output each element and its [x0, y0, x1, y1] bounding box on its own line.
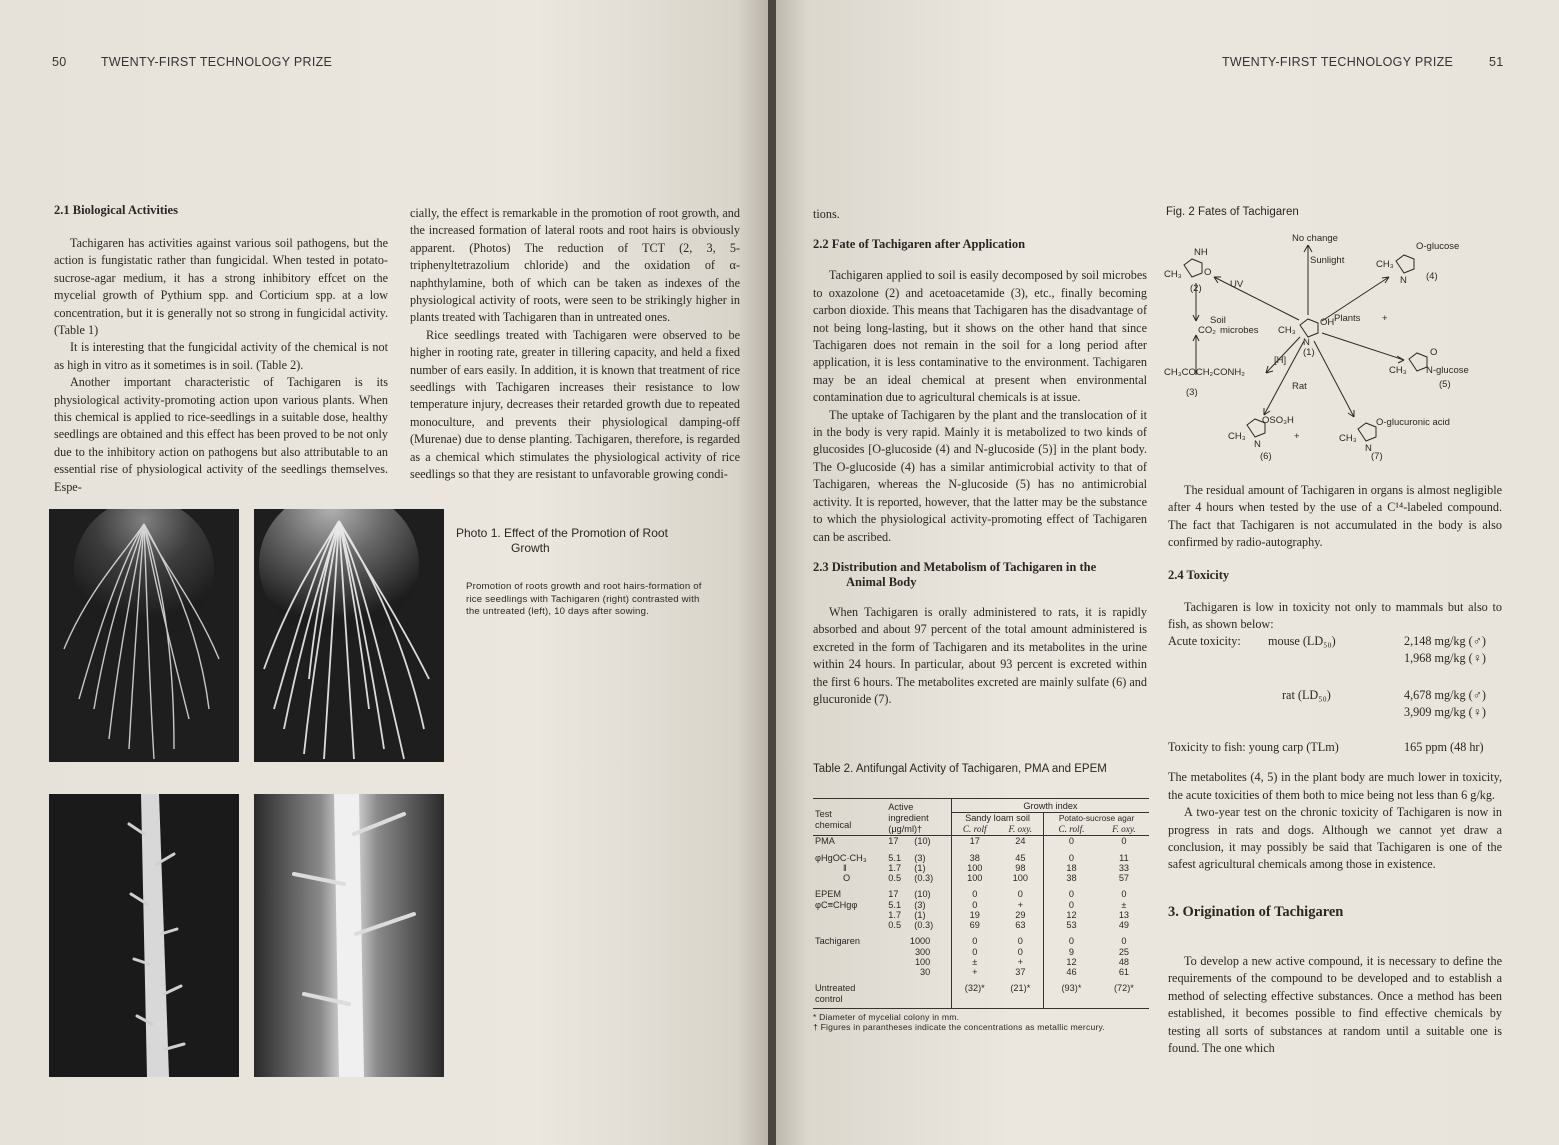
fig-label-c3: (3) — [1186, 387, 1198, 398]
table-cell: 98 — [998, 863, 1044, 873]
fig-label-oso3h: OSO₃H — [1262, 415, 1294, 426]
table-row — [813, 947, 1149, 957]
table-cell: 46 — [1066, 966, 1077, 977]
row-label — [813, 910, 886, 920]
table-cell: + — [998, 957, 1044, 967]
table-cell: 0 — [1121, 935, 1127, 946]
table-cell: 0 — [1068, 836, 1075, 846]
fig-label-o: O — [1204, 267, 1212, 278]
table-cell: 63 — [998, 920, 1044, 930]
column-header-test-chemical: Test chemical — [815, 809, 852, 830]
fig-label-oh: OH — [1320, 317, 1335, 328]
fig-label-soil: Soil — [1210, 315, 1226, 326]
fig-label-rat: Rat — [1292, 381, 1307, 392]
mouse-label: mouse (LD₅₀) — [1268, 634, 1336, 649]
running-head: TWENTY-FIRST TECHNOLOGY PRIZE — [101, 55, 333, 69]
ingredient-value: 1.7 — [888, 862, 902, 873]
table-cell: 0 — [972, 935, 978, 946]
fig-label-n-glucose: N-glucose — [1426, 365, 1469, 376]
photo-roots-treated — [254, 509, 444, 762]
fig-label-ch3: CH₃ — [1389, 365, 1407, 376]
table-2-grid — [813, 798, 1149, 1009]
column-header-sandy-loam: Sandy loam soil — [951, 813, 1043, 824]
mercury-equivalent: (0.3) — [914, 872, 934, 883]
table-cell: 0 — [1068, 852, 1075, 863]
table-cell: 24 — [998, 836, 1044, 853]
table-cell: 45 — [998, 853, 1044, 863]
photo-root-detail-treated — [254, 794, 444, 1077]
fig-label-co2: CO₂ — [1198, 325, 1216, 336]
ingredient-value: 1000 — [909, 935, 931, 946]
table-cell: 38 — [1066, 872, 1077, 883]
paragraph: It is interesting that the fungicidal activity of the chemical is not as high in vitro as it sometimes is in soil. (Table 2). — [54, 340, 388, 372]
table-cell: 0 — [998, 883, 1044, 900]
column-header-active-ingredient: Active ingredient (μg/ml)† — [886, 799, 951, 836]
row-label: φHgOC·CH₃ — [815, 852, 867, 863]
figure-2-diagram — [1164, 225, 1504, 465]
fig-label-no-change: No change — [1292, 233, 1338, 244]
mercury-equivalent: (0.3) — [914, 919, 934, 930]
active-ingredient-cell — [886, 883, 951, 900]
table-cell: 61 — [1118, 966, 1130, 977]
column-header-potato-agar: Potato-sucrose agar — [1058, 813, 1135, 824]
table-cell: 0 — [1068, 899, 1075, 910]
figure-2-title: Fig. 2 Fates of Tachigaren — [1166, 206, 1299, 218]
column-header-f-oxy-agar: F. oxy. — [1112, 824, 1136, 835]
active-ingredient-cell — [886, 863, 951, 873]
ingredient-value: 0.5 — [888, 872, 902, 883]
active-ingredient-cell — [886, 873, 951, 883]
paragraph: When Tachigaren is orally administered to rats, it is rapidly absorbed and about 97 percent of the total amount administered is excreted in the form of Tachigaren and its metabolites in the urine within 24 hours. In particular, about 93 percent is excreted within the first 6 hours. The metabolites excreted are mainly sulfate (6) and glucuronide (7). — [813, 604, 1147, 706]
row-label — [813, 947, 886, 957]
fig-label-n: N — [1365, 443, 1372, 454]
page-number: 51 — [1489, 55, 1504, 69]
row-label: Tachigaren — [815, 935, 860, 946]
row-label: PMA — [815, 836, 835, 846]
table-2 — [813, 798, 1149, 1032]
fig-label-o-glucuronic: O-glucuronic acid — [1376, 417, 1450, 428]
paragraph: The uptake of Tachigaren by the plant and the translocation of it in the body is very rapid. Mainly it is metabolized to two kinds of glucosides [O-glucoside (4) and N-glucoside (5)] in the plant body. The O-glucoside (4) has a similar antimicrobial activity to that of Tachigaren, whereas the N-glucoside (5) has no antimicrobial activity. It is reported, however, that the latter may be the substance to which the physiological activity-promoting effect of Tachigaren can be ascribed. — [813, 407, 1147, 544]
table-cell: 100 — [967, 862, 983, 873]
paragraph: The metabolites (4, 5) in the plant body are much lower in toxicity, the acute toxicities of them both to mice being not less than 6 g/kg. — [1168, 770, 1502, 802]
table-cell: 53 — [1066, 919, 1077, 930]
row-label — [813, 920, 886, 930]
fig-label-uv: UV — [1230, 279, 1244, 290]
ingredient-value: 100 — [914, 956, 931, 967]
fig-label-n: N — [1254, 439, 1261, 450]
mercury-equivalent: (10) — [914, 888, 931, 899]
paragraph: Rice seedlings treated with Tachigaren were observed to be higher in rooting rate, greater in tillering capacity, and held a fixed number of ears easily. In addition, it is known that treatment of rice seedlings with Tachigaren increases their resistance to low temperature injury, decreases their retarded growth due to repeated monoculture, and prevents their physiological damping-off (Murenae) due to dense planting. Tachigaren, therefore, is regarded as a chemical which stimulates the physiological activity of rice seedlings so that they are resistant to unfavorable growing condi- — [410, 327, 740, 482]
fig-label-n: N — [1303, 337, 1310, 348]
mouse-female-value: 1,968 mg/kg (♀) — [1404, 651, 1486, 666]
table-cell: + — [998, 900, 1044, 910]
table-cell: 12 — [1066, 909, 1077, 920]
row-label: φC≡CHgφ — [815, 899, 858, 910]
table-cell: 33 — [1118, 862, 1130, 873]
paragraph: The residual amount of Tachigaren in organs is almost negligible after 4 hours when tested by the use of a C¹⁴-labeled compound. The fact that Tachigaren is not accumulated in the body is also confirmed by radio-autography. — [1168, 483, 1502, 550]
fig-label-ch3: CH₃ — [1228, 431, 1246, 442]
table-row — [813, 920, 1149, 930]
fig-label-c2: (2) — [1190, 283, 1202, 294]
fig-label-ch3: CH₃ — [1339, 433, 1357, 444]
rat-male-value: 4,678 mg/kg (♂) — [1404, 688, 1486, 703]
fig-label-n: N — [1400, 275, 1407, 286]
row-label: ‖ — [843, 862, 847, 873]
row-label — [813, 967, 886, 977]
fig-label-c6: (6) — [1260, 451, 1272, 462]
table-row — [813, 910, 1149, 920]
right-page — [776, 0, 1559, 1145]
column-header-c-rolf-agar: C. rolf. — [1058, 824, 1085, 835]
paragraph: cially, the effect is remarkable in the promotion of root growth, and the increased formation of lateral roots and root hairs is obviously apparent. (Photos) The reduction of TCT (2, 3, 5-triphenyltetrazolium chloride) and the oxidation of α-naphthylamine, both of which can be taken as indexes of the physiological activity of roots, were seen to be strikingly higher in plants treated with Tachigaren than in untreated ones. — [410, 206, 740, 325]
paragraph: A two-year test on the chronic toxicity of Tachigaren is now in progress in rats and dogs. Although we cannot yet draw a conclusion, it may possibly be said that Tachigaren is one of the safest agricultural chemicals among those in existence. — [1168, 805, 1502, 872]
table-cell: 0 — [972, 888, 978, 899]
row-label: EPEM — [815, 888, 842, 899]
table-cell: 37 — [998, 967, 1044, 977]
table-cell: ± — [972, 956, 978, 967]
active-ingredient-cell — [886, 910, 951, 920]
paragraph: Another important characteristic of Tachigaren is its physiological activity-promoting action upon various plants. When this chemical is applied to rice-seedlings in a suitable dose, healthy seedlings are obtained and this effect has been proved to be not only due to the inhibitory action on pathogens but also attributable to an essential rise of physiological activity of the seedlings themselves. Espe- — [54, 375, 388, 494]
table-cell: 0 — [1121, 836, 1127, 846]
table-2-title: Table 2. Antifungal Activity of Tachigaren, PMA and EPEM — [813, 763, 1107, 775]
table-cell: ± — [1121, 899, 1127, 910]
photo-caption-title-line1: Photo 1. Effect of the Promotion of Root — [456, 526, 668, 540]
table-cell: 0 — [1068, 888, 1075, 899]
table-cell: 17 — [969, 836, 980, 846]
paragraph: Tachigaren has activities against various soil pathogens, but the action is fungistatic rather than fungicidal. When tested in potato-sucrose-agar medium, it has a strong inhibitory effcet on the mycelial growth of Pythium spp. and Corticium spp. at a low concentration, but it is generally not so strong in fungicidal activity. (Table 1) — [54, 236, 388, 338]
table-cell: + — [972, 966, 978, 977]
active-ingredient-cell — [886, 920, 951, 930]
active-ingredient-cell — [886, 957, 951, 967]
column-header-growth-index: Growth index — [951, 799, 1149, 813]
fig-label-microbes: microbes — [1220, 325, 1259, 336]
ingredient-value: 300 — [914, 946, 931, 957]
running-head: TWENTY-FIRST TECHNOLOGY PRIZE — [1222, 55, 1454, 69]
ingredient-value: 5.1 — [888, 899, 902, 910]
ingredient-value: 5.1 — [888, 852, 902, 863]
fig-label-o: O — [1430, 347, 1438, 358]
paragraph: To develop a new active compound, it is necessary to define the requirements of the compound to be developed and to establish a method of selecting effective substances. Once a method has been established, it becomes possible to find effective chemicals by testing all sorts of substances at random until a suitable one is found. The one which — [1168, 953, 1502, 1055]
table-row — [813, 836, 1149, 853]
active-ingredient-cell — [886, 836, 951, 853]
table-cell: 100 — [998, 873, 1044, 883]
paragraph: Tachigaren is low in toxicity not only to mammals but also to fish, as shown below: — [1168, 599, 1502, 632]
table-cell: 69 — [969, 919, 980, 930]
table-cell: 0 — [972, 946, 978, 957]
table-cell: (21)* — [998, 977, 1044, 1009]
table-cell: 13 — [1118, 909, 1130, 920]
column-header-f-oxy: F. oxy. — [998, 824, 1044, 835]
ingredient-value: 1.7 — [888, 909, 902, 920]
row-label — [813, 957, 886, 967]
table-cell: 11 — [1119, 852, 1129, 863]
table-cell: 18 — [1066, 862, 1077, 873]
fish-toxicity-label: Toxicity to fish: young carp (TLm) — [1168, 740, 1339, 755]
table-row — [813, 930, 1149, 947]
row-label-untreated-control: Untreated control — [815, 982, 856, 1004]
book-gutter — [768, 0, 776, 1145]
table-row — [813, 863, 1149, 873]
table-cell: 57 — [1118, 872, 1130, 883]
section-heading-2-3 — [813, 560, 1147, 590]
table-cell: 49 — [1118, 919, 1130, 930]
table-cell: (72)* — [1113, 982, 1134, 993]
mercury-equivalent: (3) — [914, 899, 926, 910]
footnote: † Figures in parantheses indicate the concentrations as metallic mercury. — [813, 1021, 1105, 1032]
table-cell: 38 — [969, 852, 980, 863]
fig-label-h: [H] — [1274, 355, 1287, 366]
mercury-equivalent: (1) — [914, 909, 926, 920]
section-heading-2-3-line2: Animal Body — [846, 574, 917, 589]
table-cell: 9 — [1068, 946, 1075, 957]
page-number: 50 — [52, 55, 67, 69]
fig-label-c1: (1) — [1303, 347, 1315, 358]
right-column-1 — [813, 206, 1147, 708]
paragraph: tions. — [813, 207, 840, 221]
table-cell: 0 — [1068, 935, 1075, 946]
fig-label-acetoacetamide: CH₃COCH₂CONH₂ — [1164, 367, 1245, 378]
photo-caption-description: Promotion of roots growth and root hairs-formation of rice seedlings with Tachigaren (right) contrasted with the untreated (left), 10 days after sowing. — [466, 581, 702, 618]
table-cell: 0 — [998, 930, 1044, 947]
section-heading-2-1: 2.1 Biological Activities — [54, 203, 178, 217]
section-heading-3: 3. Origination of Tachigaren — [1168, 903, 1344, 920]
table-cell: (93)* — [1061, 982, 1082, 993]
active-ingredient-cell — [886, 853, 951, 863]
fig-label-plus: + — [1382, 313, 1388, 324]
table-cell: 0 — [998, 947, 1044, 957]
fig-label-plus: + — [1294, 431, 1300, 442]
table-cell: 100 — [967, 872, 983, 883]
section-heading-2-3-line1: 2.3 Distribution and Metabolism of Tachigaren in the — [813, 559, 1097, 574]
table-row — [813, 873, 1149, 883]
fig-label-ch3: CH₃ — [1278, 325, 1296, 336]
table-cell: 12 — [1066, 956, 1077, 967]
table-cell: 25 — [1118, 946, 1130, 957]
rat-female-value: 3,909 mg/kg (♀) — [1404, 705, 1486, 720]
table-cell: 29 — [998, 910, 1044, 920]
mercury-equivalent: (10) — [914, 836, 931, 846]
right-column-2 — [1168, 482, 1502, 1057]
rat-label: rat (LD₅₀) — [1282, 688, 1331, 703]
photo-caption-title-line2: Growth — [511, 541, 550, 555]
table-cell: 19 — [969, 909, 980, 920]
column-header-c-rolf: C. rolf — [962, 824, 987, 835]
active-ingredient-cell — [886, 967, 951, 977]
left-column-1 — [54, 203, 388, 496]
paragraph: Tachigaren applied to soil is easily decomposed by soil microbes to oxazolone (2) and acetoacetamide (3), etc., finally becoming carbon dioxide. This means that Tachigaren has the disadvantage of not being long-lasting, but it shows on the other hand that since Tachigaren does not remain in the soil for a long period after application, it is less contaminative to the environment. Tachigaren may be an ideal chemical at present when environmental contamination due to agricultural chemicals is at issue. — [813, 268, 1147, 405]
mouse-male-value: 2,148 mg/kg (♂) — [1404, 634, 1486, 649]
table-row — [813, 957, 1149, 967]
fig-label-o-glucose: O-glucose — [1416, 241, 1460, 252]
toxicity-table — [1168, 633, 1502, 769]
section-heading-2-4: 2.4 Toxicity — [1168, 567, 1230, 582]
row-label: O — [843, 872, 851, 883]
table-row — [813, 853, 1149, 863]
fig-label-c4: (4) — [1426, 271, 1438, 282]
table-row — [813, 967, 1149, 977]
fig-label-ch3: CH₃ — [1376, 259, 1394, 270]
footnote: * Diameter of mycelial colony in mm. — [813, 1011, 960, 1022]
fig-label-c7: (7) — [1371, 451, 1383, 462]
fig-label-plants: Plants — [1334, 313, 1361, 324]
table-row — [813, 900, 1149, 910]
fig-label-nh: NH — [1194, 247, 1208, 258]
fig-label-sunlight: Sunlight — [1310, 255, 1345, 266]
ingredient-value: 30 — [920, 966, 931, 977]
photo-caption-title — [456, 526, 736, 556]
photo-root-detail-untreated — [49, 794, 239, 1077]
table-cell: (32)* — [964, 982, 985, 993]
active-ingredient-cell — [886, 930, 951, 947]
left-page — [0, 0, 768, 1145]
acute-toxicity-label: Acute toxicity: — [1168, 634, 1241, 649]
mercury-equivalent: (1) — [914, 862, 926, 873]
fish-toxicity-value: 165 ppm (48 hr) — [1404, 740, 1484, 755]
table-cell: 48 — [1118, 956, 1130, 967]
active-ingredient-cell — [886, 947, 951, 957]
mercury-equivalent: (3) — [914, 852, 926, 863]
fig-label-c5: (5) — [1439, 379, 1451, 390]
fig-label-ch3: CH₃ — [1164, 269, 1182, 280]
section-heading-2-2: 2.2 Fate of Tachigaren after Application — [813, 237, 1026, 252]
photo-roots-untreated — [49, 509, 239, 762]
table-cell: 0 — [1121, 888, 1127, 899]
active-ingredient-cell — [886, 900, 951, 910]
ingredient-value: 17 — [888, 888, 899, 899]
table-cell: 0 — [972, 899, 978, 910]
table-2-footnotes — [813, 1012, 1149, 1032]
ingredient-value: 17 — [888, 836, 899, 846]
left-column-2 — [410, 205, 740, 484]
ingredient-value: 0.5 — [888, 919, 902, 930]
table-row — [813, 883, 1149, 900]
